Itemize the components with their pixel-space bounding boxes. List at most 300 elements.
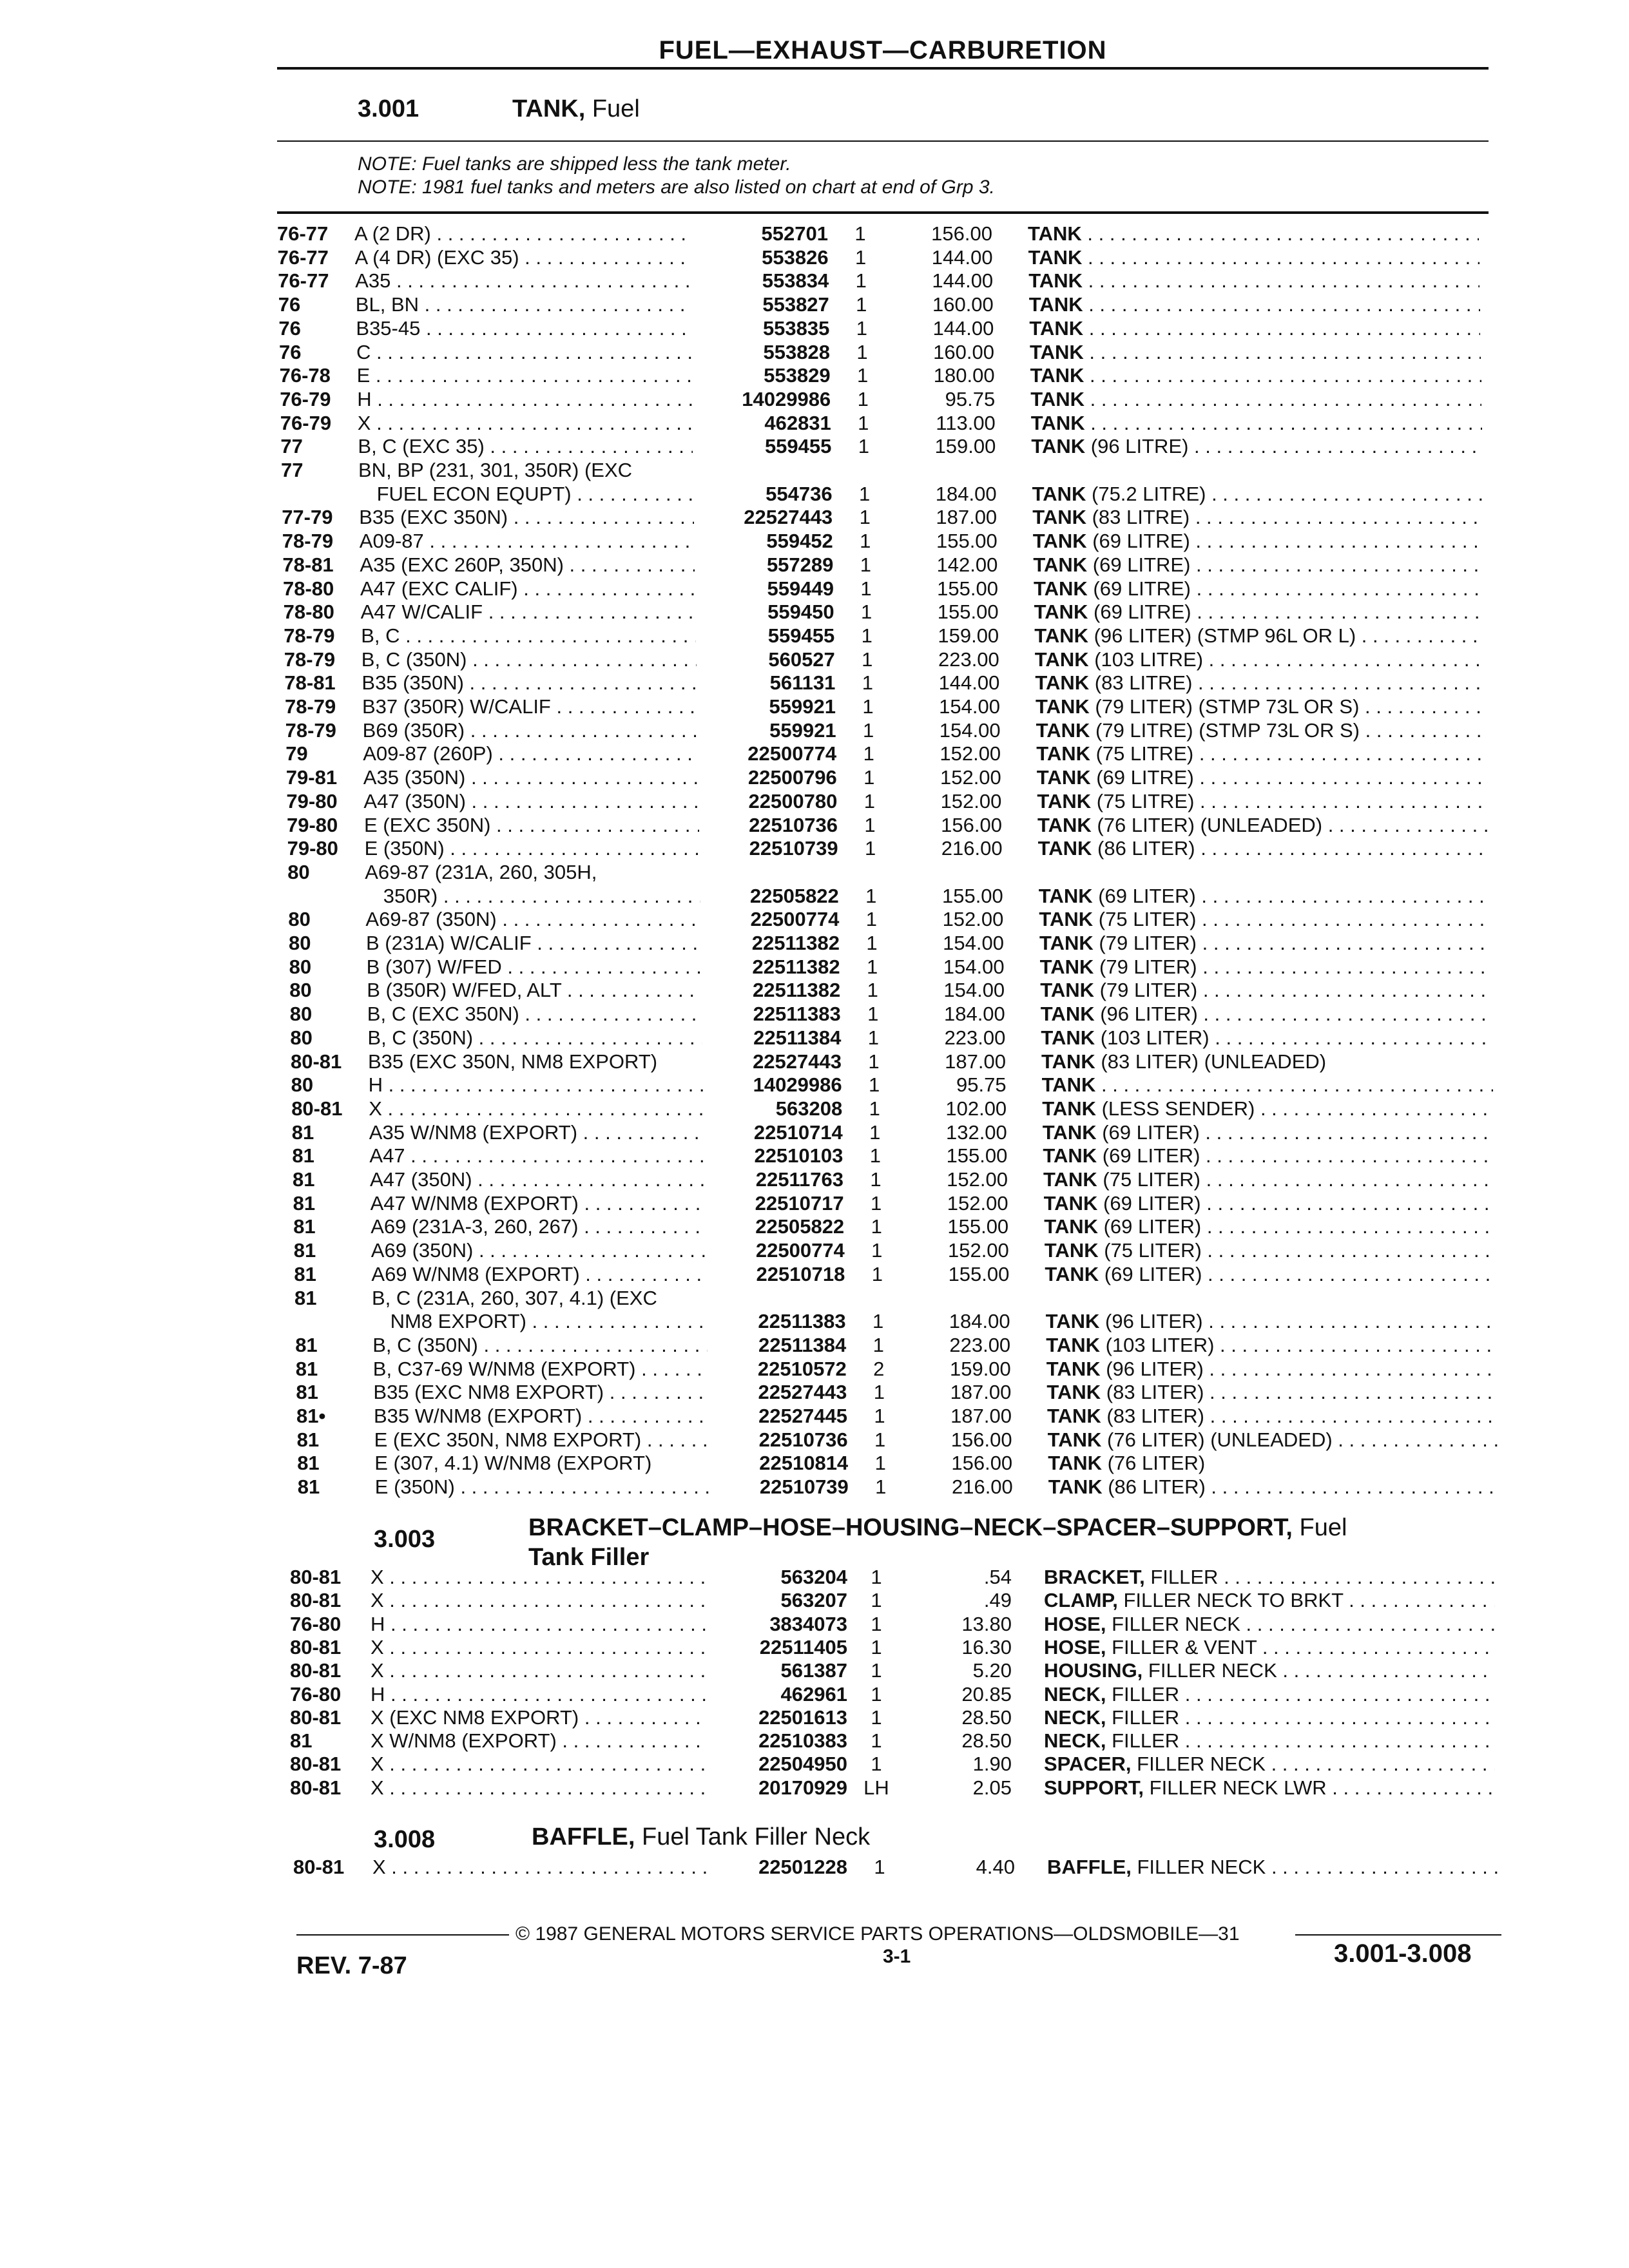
price-cell: 223.00 [938, 648, 999, 671]
model-cell: X . . . [371, 1753, 706, 1776]
part-number-cell: 22527443 [744, 506, 833, 529]
description-cell: TANK (96 LITER) (STMP 96L OR L) . . . [1034, 624, 1485, 648]
footer-copyright: © 1987 GENERAL MOTORS SERVICE PARTS OPERATIONS—OLDSMOBILE—31 [516, 1923, 1240, 1945]
section-title-continued: Tank Filler [528, 1544, 650, 1571]
part-number-cell: 557289 [766, 553, 834, 576]
description-cell: TANK (83 LITER) (UNLEADED) [1041, 1050, 1327, 1073]
quantity-cell: LH [863, 1776, 889, 1799]
part-number-cell: 22510714 [753, 1120, 843, 1144]
year-cell: 80 [289, 979, 312, 1002]
quantity-cell: 1 [874, 1405, 885, 1427]
notes-top-rule [277, 140, 1489, 142]
price-cell: 152.00 [940, 789, 1002, 812]
section-title: BAFFLE, Fuel Tank Filler Neck [532, 1823, 871, 1850]
part-number-cell: 563208 [775, 1097, 843, 1120]
quantity-cell: 1 [871, 1753, 882, 1776]
model-cell: H . . . [371, 1613, 706, 1636]
year-cell: 78-81 [284, 671, 336, 695]
price-cell: 160.00 [932, 293, 994, 316]
model-cell: X . . . [371, 1776, 706, 1800]
year-cell: 80 [290, 1026, 313, 1049]
model-cell: E (307, 4.1) W/NM8 (EXPORT) [374, 1452, 652, 1475]
description-cell: TANK . . . [1030, 388, 1481, 411]
model-cell: B35-45 . . . [356, 317, 691, 340]
quantity-cell: 1 [862, 718, 874, 742]
model-cell: B (350R) W/FED, ALT . . . [367, 979, 702, 1002]
model-cell: A69 W/NM8 (EXPORT) . . . [371, 1263, 706, 1286]
year-cell: 78-79 [285, 718, 336, 742]
year-cell: 80-81 [290, 1776, 342, 1799]
table-row [0, 837, 1629, 860]
description-cell: NECK, FILLER . . . [1044, 1683, 1495, 1706]
section-number: 3.008 [374, 1826, 436, 1853]
description-cell: TANK (76 LITER) [1048, 1452, 1206, 1475]
table-row [0, 1073, 1629, 1097]
quantity-cell: 1 [856, 364, 869, 387]
description-cell: HOSE, FILLER NECK . . . [1044, 1613, 1495, 1636]
description-cell: NECK, FILLER . . . [1044, 1706, 1495, 1729]
model-cell: A (2 DR) . . . [354, 222, 689, 245]
year-cell: 80-81 [293, 1856, 345, 1878]
year-cell: 76 [278, 316, 301, 340]
quantity-cell: 1 [867, 1003, 879, 1026]
price-cell: 144.00 [932, 316, 994, 340]
year-cell: 81• [296, 1405, 326, 1427]
model-cell: E (350N) . . . [375, 1475, 710, 1499]
quantity-cell: 1 [871, 1706, 882, 1729]
part-number-cell: 553828 [763, 340, 830, 363]
model-cell: A47 (350N) . . . [363, 790, 699, 813]
part-number-cell: 22511383 [753, 1003, 841, 1026]
part-number-cell: 22527443 [753, 1050, 842, 1073]
part-number-cell: 560527 [768, 648, 835, 671]
description-cell: TANK (75 LITRE) . . . [1037, 790, 1488, 813]
part-number-cell: 22510717 [755, 1191, 844, 1215]
part-number-cell: 22504950 [758, 1753, 847, 1776]
quantity-cell: 1 [868, 1073, 880, 1097]
part-number-cell: 22500774 [755, 1239, 845, 1262]
description-cell: TANK (75 LITER) . . . [1039, 908, 1490, 931]
table-row [0, 1683, 1629, 1706]
price-cell: 95.75 [945, 387, 996, 410]
part-number-cell: 22500774 [747, 742, 837, 765]
part-number-cell: 14029986 [742, 387, 831, 410]
part-number-cell: 22527445 [758, 1405, 847, 1427]
price-cell: 152.00 [942, 908, 1004, 931]
note-line: NOTE: Fuel tanks are shipped less the tank meter. [358, 153, 791, 175]
part-number-cell: 563204 [780, 1566, 847, 1588]
table-row [0, 790, 1629, 813]
price-cell: 144.00 [932, 269, 994, 293]
price-cell: 152.00 [940, 766, 1001, 789]
quantity-cell: 1 [865, 884, 877, 907]
part-number-cell: 553835 [762, 316, 830, 340]
price-cell: 156.00 [950, 1428, 1012, 1451]
part-number-cell: 559921 [769, 695, 836, 718]
description-cell: TANK . . . [1028, 246, 1480, 269]
price-cell: 184.00 [943, 1003, 1005, 1026]
description-cell: HOSE, FILLER & VENT . . . [1044, 1636, 1495, 1659]
part-number-cell: 553829 [764, 364, 831, 387]
quantity-cell: 1 [871, 1566, 882, 1588]
description-cell: TANK (83 LITRE) . . . [1032, 506, 1483, 529]
year-cell: 78-79 [284, 624, 335, 647]
table-row [0, 908, 1629, 931]
year-cell: 81 [291, 1120, 314, 1144]
quantity-cell: 1 [854, 245, 867, 269]
model-cell: B, C (350N) . . . [361, 648, 697, 671]
year-cell: 80-81 [290, 1706, 342, 1729]
table-row [0, 1003, 1629, 1026]
part-number-cell: 22510718 [756, 1262, 845, 1285]
description-cell: TANK (83 LITRE) . . . [1035, 671, 1486, 695]
year-cell: 80-81 [290, 1753, 342, 1776]
model-cell: B35 (EXC NM8 EXPORT) . . . [373, 1381, 708, 1404]
quantity-cell: 1 [860, 577, 872, 600]
table-row [0, 506, 1629, 529]
model-cell: X . . . [371, 1589, 706, 1612]
table-row [0, 341, 1629, 364]
year-cell: 76-78 [279, 364, 331, 387]
footer-section-range: 3.001-3.008 [1334, 1939, 1472, 1968]
part-number-cell: 22500774 [750, 908, 840, 931]
model-cell: A35 W/NM8 (EXPORT) . . . [369, 1121, 704, 1144]
quantity-cell: 1 [871, 1262, 883, 1285]
description-cell: TANK (69 LITRE) . . . [1034, 577, 1485, 601]
year-cell: 81 [293, 1191, 316, 1215]
table-row [0, 1776, 1629, 1800]
price-cell: 95.75 [956, 1073, 1007, 1097]
price-cell: 4.40 [976, 1856, 1015, 1878]
year-cell: 81 [294, 1286, 317, 1309]
price-cell: 159.00 [949, 1357, 1011, 1380]
model-cell: A09-87 . . . [360, 530, 695, 553]
model-cell: A35 . . . [355, 269, 690, 293]
section-number: 3.001 [358, 95, 419, 122]
quantity-cell: 1 [860, 530, 871, 553]
year-cell: 81 [293, 1239, 316, 1262]
table-row [0, 1729, 1629, 1753]
price-cell: 142.00 [936, 553, 998, 576]
year-cell: 80 [288, 908, 311, 931]
model-cell: A47 . . . [369, 1144, 704, 1168]
year-cell: 81 [294, 1262, 316, 1285]
table-row [0, 1215, 1629, 1238]
model-cell: A69-87 (231A, 260, 305H, [365, 860, 597, 883]
table-row [0, 293, 1629, 316]
part-number-cell: 553827 [762, 293, 829, 316]
year-cell: 79-80 [286, 789, 338, 812]
description-cell: TANK (96 LITER) . . . [1046, 1310, 1497, 1333]
description-cell: TANK (75 LITRE) . . . [1036, 742, 1487, 765]
price-cell: 216.00 [951, 1475, 1013, 1499]
table-row [0, 1334, 1629, 1357]
table-row [0, 483, 1629, 506]
quantity-cell: 1 [863, 789, 876, 812]
year-cell: 78-79 [282, 530, 334, 553]
part-number-cell: 22500796 [747, 766, 837, 789]
table-row [0, 1121, 1629, 1144]
table-row [0, 1310, 1629, 1333]
part-number-cell: 22501613 [758, 1706, 847, 1729]
description-cell: TANK (75.2 LITRE) . . . [1032, 483, 1483, 506]
table-row [0, 1263, 1629, 1286]
model-cell: A47 (350N) . . . [370, 1168, 705, 1191]
quantity-cell: 1 [874, 1428, 886, 1451]
table-row [0, 885, 1629, 908]
table-row [0, 1566, 1629, 1589]
description-cell: TANK . . . [1029, 293, 1480, 316]
year-cell: 76-79 [280, 387, 331, 410]
price-cell: 154.00 [943, 979, 1005, 1002]
description-cell: TANK (96 LITER) . . . [1041, 1003, 1492, 1026]
quantity-cell: 1 [870, 1168, 882, 1191]
part-number-cell: 22511763 [755, 1168, 843, 1191]
model-cell: NM8 EXPORT) . . . [390, 1310, 708, 1333]
table-row [0, 1168, 1629, 1191]
table-row [0, 648, 1629, 671]
footer-rule-right [1295, 1934, 1501, 1936]
description-cell: CLAMP, FILLER NECK TO BRKT . . . [1044, 1589, 1495, 1612]
price-cell: 154.00 [939, 695, 1000, 718]
year-cell: 81 [296, 1381, 318, 1404]
quantity-cell: 1 [871, 1589, 882, 1612]
model-cell: H . . . [371, 1683, 706, 1706]
price-cell: 187.00 [936, 506, 998, 529]
description-cell: TANK (96 LITER) . . . [1046, 1358, 1498, 1381]
price-cell: 159.00 [934, 435, 996, 458]
model-cell: E (EXC 350N, NM8 EXPORT) . . . [374, 1428, 709, 1452]
description-cell: TANK (75 LITER) . . . [1043, 1168, 1494, 1191]
quantity-cell: 1 [871, 1612, 882, 1635]
table-row [0, 1856, 1629, 1879]
part-number-cell: 462961 [780, 1682, 847, 1706]
quantity-cell: 1 [863, 742, 874, 765]
year-cell: 80 [287, 860, 310, 883]
part-number-cell: 559455 [764, 435, 832, 458]
part-number-cell: 462831 [764, 411, 831, 434]
description-cell: TANK (79 LITER) . . . [1040, 979, 1491, 1002]
price-cell: 5.20 [972, 1659, 1012, 1682]
model-cell: X . . . [371, 1566, 706, 1589]
quantity-cell: 1 [869, 1097, 880, 1120]
description-cell: TANK (76 LITER) (UNLEADED) . . . [1037, 814, 1489, 837]
quantity-cell: 1 [874, 1856, 885, 1878]
price-cell: 152.00 [947, 1191, 1008, 1215]
model-cell: A69 (231A-3, 260, 267) . . . [371, 1215, 706, 1238]
quantity-cell: 2 [873, 1357, 885, 1380]
year-cell: 78-79 [284, 648, 336, 671]
year-cell: 80-81 [290, 1635, 342, 1658]
description-cell: TANK (96 LITRE) . . . [1031, 435, 1482, 458]
model-cell: B37 (350R) W/CALIF . . . [362, 695, 697, 718]
part-number-cell: 22511384 [758, 1333, 847, 1356]
model-cell: X . . . [371, 1659, 706, 1682]
price-cell: 1.90 [972, 1753, 1012, 1776]
table-row [0, 246, 1629, 269]
table-row [0, 412, 1629, 435]
table-row [0, 1405, 1629, 1428]
description-cell: TANK (69 LITER) . . . [1043, 1144, 1494, 1168]
year-cell: 78-80 [283, 577, 334, 600]
description-cell: TANK . . . [1042, 1073, 1493, 1097]
description-cell: TANK (69 LITRE) . . . [1034, 601, 1485, 624]
model-cell: A09-87 (260P) . . . [363, 742, 698, 765]
price-cell: 216.00 [941, 837, 1003, 860]
description-cell: TANK . . . [1030, 341, 1481, 364]
year-cell: 80-81 [290, 1589, 342, 1612]
price-cell: 223.00 [944, 1026, 1006, 1049]
quantity-cell: 1 [869, 1144, 882, 1168]
quantity-cell: 1 [856, 340, 868, 363]
model-cell: B, C . . . [361, 624, 696, 648]
quantity-cell: 1 [862, 648, 873, 671]
year-cell: 81 [296, 1428, 320, 1451]
quantity-cell: 1 [871, 1215, 882, 1238]
part-number-cell: 22511382 [751, 932, 840, 954]
model-cell: X W/NM8 (EXPORT) . . . [371, 1729, 706, 1753]
price-cell: .54 [983, 1566, 1012, 1588]
part-number-cell: 563207 [780, 1589, 847, 1612]
table-row [0, 766, 1629, 789]
description-cell: TANK (103 LITER) . . . [1041, 1026, 1492, 1050]
year-cell: 76-80 [290, 1612, 342, 1635]
table-row [0, 695, 1629, 718]
part-number-cell: 22511383 [758, 1310, 846, 1333]
price-cell: 155.00 [936, 530, 998, 553]
part-number-cell: 559450 [767, 601, 834, 624]
quantity-cell: 1 [867, 979, 878, 1002]
description-cell: TANK . . . [1031, 412, 1482, 435]
price-cell: 184.00 [949, 1310, 1010, 1333]
model-cell: A47 W/CALIF . . . [361, 601, 696, 624]
description-cell: TANK (83 LITER) . . . [1047, 1405, 1498, 1428]
description-cell: TANK (69 LITER) . . . [1044, 1192, 1495, 1215]
year-cell: 76-77 [277, 222, 329, 245]
description-cell: SPACER, FILLER NECK . . . [1044, 1753, 1495, 1776]
description-cell: TANK (79 LITER) (STMP 73L OR S) . . . [1036, 695, 1487, 718]
price-cell: 28.50 [961, 1706, 1012, 1729]
table-row [0, 814, 1629, 837]
part-number-cell: 22510739 [759, 1475, 849, 1499]
price-cell: 13.80 [961, 1612, 1012, 1635]
description-cell: TANK (79 LITER) . . . [1040, 956, 1491, 979]
quantity-cell: 1 [860, 601, 872, 624]
year-cell: 81 [295, 1357, 318, 1380]
quantity-cell: 1 [871, 1682, 882, 1706]
price-cell: 113.00 [936, 411, 996, 434]
part-number-cell: 22505822 [749, 884, 839, 907]
description-cell: TANK (79 LITRE) (STMP 73L OR S) . . . [1036, 719, 1487, 742]
model-cell: BN, BP (231, 301, 350R) (EXC [358, 459, 633, 481]
note-line: NOTE: 1981 fuel tanks and meters are also listed on chart at end of Grp 3. [358, 177, 995, 198]
price-cell: 2.05 [972, 1776, 1012, 1799]
description-cell: HOUSING, FILLER NECK . . . [1044, 1659, 1495, 1682]
part-number-cell: 22511405 [759, 1635, 847, 1658]
description-cell: TANK (69 LITRE) . . . [1033, 530, 1484, 553]
model-cell: C . . . [356, 341, 691, 364]
year-cell: 80-81 [290, 1566, 342, 1588]
part-number-cell: 22500780 [748, 789, 838, 812]
price-cell: 28.50 [961, 1729, 1012, 1753]
quantity-cell: 1 [875, 1475, 887, 1499]
quantity-cell: 1 [859, 506, 871, 529]
quantity-cell: 1 [862, 671, 874, 695]
quantity-cell: 1 [867, 1026, 880, 1049]
model-cell: H . . . [357, 388, 692, 411]
year-cell: 79-80 [287, 837, 338, 860]
price-cell: 132.00 [945, 1120, 1007, 1144]
description-cell: SUPPORT, FILLER NECK LWR . . . [1044, 1776, 1495, 1800]
year-cell: 76-79 [280, 411, 332, 434]
model-cell: E . . . [357, 364, 692, 387]
model-cell: X . . . [372, 1856, 708, 1879]
part-number-cell: 561131 [769, 671, 836, 695]
table-row [0, 1287, 1629, 1310]
part-number-cell: 22527443 [758, 1381, 847, 1404]
description-cell: TANK . . . [1030, 364, 1481, 387]
description-cell: TANK (86 LITER) . . . [1038, 837, 1489, 860]
year-cell: 76-77 [277, 245, 329, 269]
model-cell: A35 (EXC 260P, 350N) . . . [360, 553, 695, 577]
description-cell: TANK . . . [1028, 222, 1479, 245]
part-number-cell: 561387 [780, 1659, 847, 1682]
price-cell: 155.00 [937, 577, 998, 600]
part-number-cell: 22510814 [759, 1452, 849, 1475]
quantity-cell: 1 [858, 482, 871, 505]
quantity-cell: 1 [860, 553, 872, 576]
year-cell: 76 [278, 293, 301, 316]
year-cell: 77-79 [282, 506, 333, 529]
description-cell: TANK (86 LITER) . . . [1048, 1475, 1499, 1499]
table-row [0, 671, 1629, 695]
year-cell: 76-77 [278, 269, 329, 293]
table-row [0, 1613, 1629, 1636]
price-cell: 154.00 [939, 718, 1001, 742]
part-number-cell: 559449 [767, 577, 834, 600]
part-number-cell: 553826 [762, 245, 829, 269]
quantity-cell: 1 [872, 1333, 884, 1356]
quantity-cell: 1 [864, 813, 876, 836]
quantity-cell: 1 [854, 222, 866, 245]
year-cell: 77 [280, 435, 303, 458]
year-cell: 80-81 [291, 1097, 343, 1120]
price-cell: 155.00 [946, 1144, 1008, 1168]
year-cell: 78-81 [282, 553, 334, 576]
price-cell: 152.00 [947, 1168, 1008, 1191]
quantity-cell: 1 [864, 837, 876, 860]
table-row [0, 956, 1629, 979]
section-title: BRACKET–CLAMP–HOSE–HOUSING–NECK–SPACER–SUPPORT, Fuel [528, 1514, 1347, 1541]
table-row [0, 1239, 1629, 1262]
price-cell: 187.00 [950, 1405, 1012, 1427]
model-cell: X (EXC NM8 EXPORT) . . . [371, 1706, 706, 1729]
table-row [0, 222, 1629, 245]
table-row [0, 1381, 1629, 1404]
model-cell: B, C37-69 W/NM8 (EXPORT) . . . [373, 1358, 708, 1381]
table-row [0, 1636, 1629, 1659]
footer-revision: REV. 7-87 [296, 1952, 407, 1979]
table-row [0, 624, 1629, 648]
part-number-cell: 22511382 [752, 979, 841, 1002]
price-cell: 152.00 [947, 1239, 1009, 1262]
year-cell: 81 [293, 1168, 315, 1191]
description-cell: TANK . . . [1029, 317, 1480, 340]
description-cell: TANK (75 LITER) . . . [1045, 1239, 1496, 1262]
model-cell: A69-87 (350N) . . . [365, 908, 700, 931]
model-cell: X . . . [358, 412, 693, 435]
year-cell: 80 [291, 1073, 314, 1097]
